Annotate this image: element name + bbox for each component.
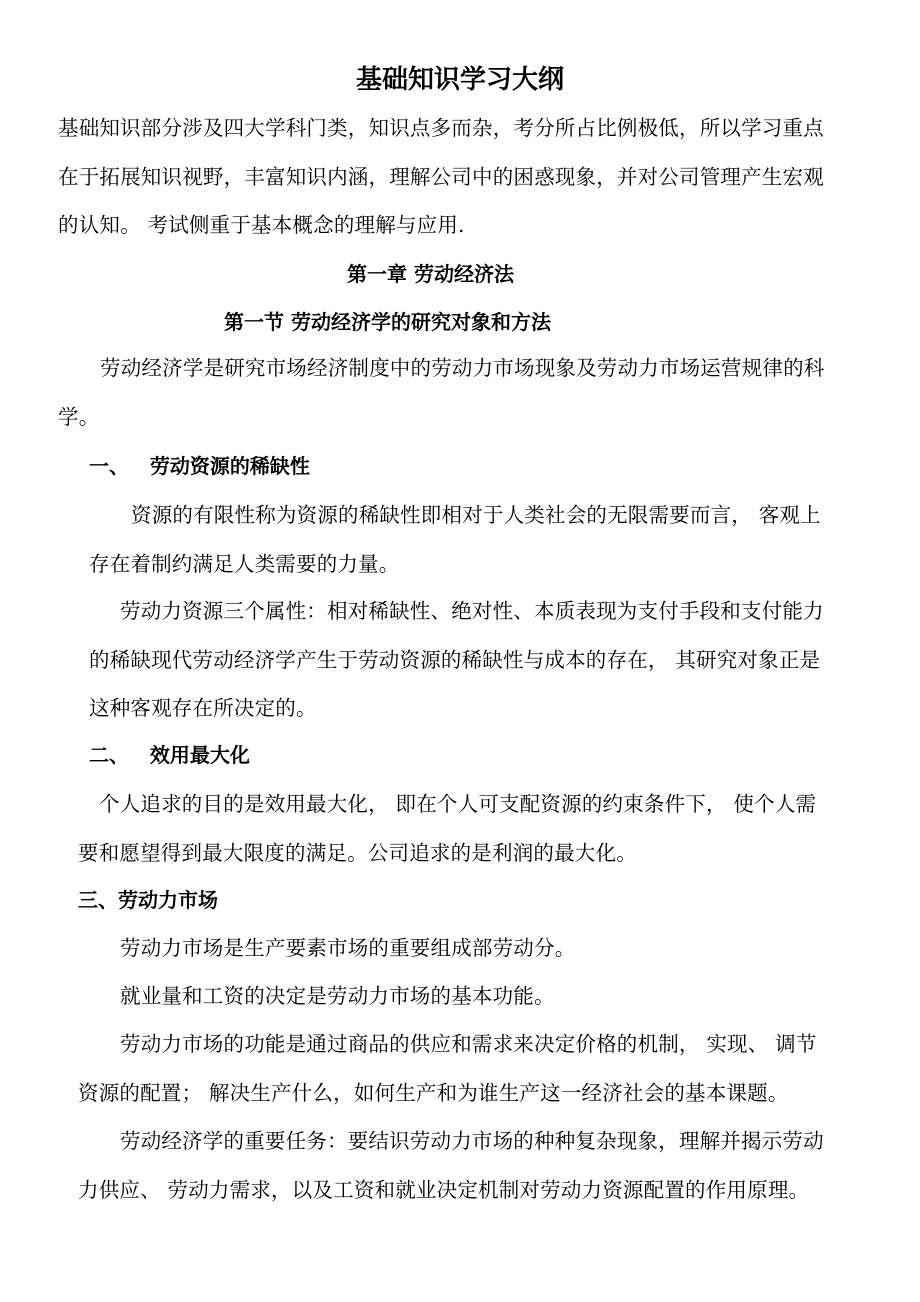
intro-line: 在于拓展知识视野，丰富知识内涵，理解公司中的困惑现象，并对公司管理产生宏观 <box>58 164 824 189</box>
paragraph-line: 劳动力市场的功能是通过商品的供应和需求来决定价格的机制， 实现、 调节 <box>120 1032 817 1056</box>
paragraph-line: 力供应、 劳动力需求，以及工资和就业决定机制对劳动力资源配置的作用原理。 <box>78 1177 810 1202</box>
definition-paragraph <box>58 344 825 441</box>
labor-market-paragraph-2: 就业量和工资的决定是劳动力市场的基本功能。 <box>120 984 555 1008</box>
paragraph-line: 劳动力资源三个属性：相对稀缺性、绝对性、本质表现为支付手段和支付能力 <box>120 599 824 623</box>
scarcity-paragraph-1 <box>89 491 821 588</box>
paragraph-line: 存在着制约满足人类需要的力量。 <box>89 551 400 576</box>
definition-line: 劳动经济学是研究市场经济制度中的劳动力市场现象及劳动力市场运营规律的科 <box>100 356 825 380</box>
subheading-utility: 二、 效用最大化 <box>89 743 250 767</box>
paragraph-line: 这种客观存在所决定的。 <box>89 696 317 720</box>
paragraph-line: 要和愿望得到最大限度的满足。公司追求的是利润的最大化。 <box>78 840 637 865</box>
intro-line: 的认知。 考试侧重于基本概念的理解与应用. <box>58 213 465 237</box>
paragraph-line: 的稀缺现代劳动经济学产生于劳动资源的稀缺性与成本的存在， 其研究对象正是 <box>89 647 821 672</box>
paragraph-line: 个人追求的目的是效用最大化， 即在个人可支配资源的约束条件下， 使个人需 <box>99 792 817 816</box>
intro-paragraph <box>58 104 824 250</box>
subheading-labor-market: 三、劳动力市场 <box>78 888 218 912</box>
chapter-heading: 第一章 劳动经济法 <box>347 262 514 286</box>
paragraph-line: 劳动经济学的重要任务：要结识劳动力市场的种种复杂现象，理解并揭示劳动 <box>120 1129 824 1153</box>
scarcity-paragraph-2 <box>89 587 824 733</box>
page-title: 基础知识学习大纲 <box>355 65 564 95</box>
utility-paragraph <box>78 780 816 877</box>
paragraph-line: 资源的有限性称为资源的稀缺性即相对于人类社会的无限需要而言， 客观上 <box>131 503 821 527</box>
labor-market-paragraph-4 <box>78 1117 824 1214</box>
section-heading: 第一节 劳动经济学的研究对象和方法 <box>224 310 551 334</box>
labor-market-paragraph-1: 劳动力市场是生产要素市场的重要组成部劳动分。 <box>120 936 576 960</box>
definition-line: 学。 <box>58 404 100 429</box>
labor-market-paragraph-3 <box>78 1020 817 1117</box>
subheading-scarcity: 一、 劳动资源的稀缺性 <box>89 454 310 478</box>
paragraph-line: 资源的配置； 解决生产什么，如何生产和为谁生产这一经济社会的基本课题。 <box>78 1080 789 1105</box>
intro-line: 基础知识部分涉及四大学科门类，知识点多而杂，考分所占比例极低，所以学习重点 <box>58 116 824 140</box>
